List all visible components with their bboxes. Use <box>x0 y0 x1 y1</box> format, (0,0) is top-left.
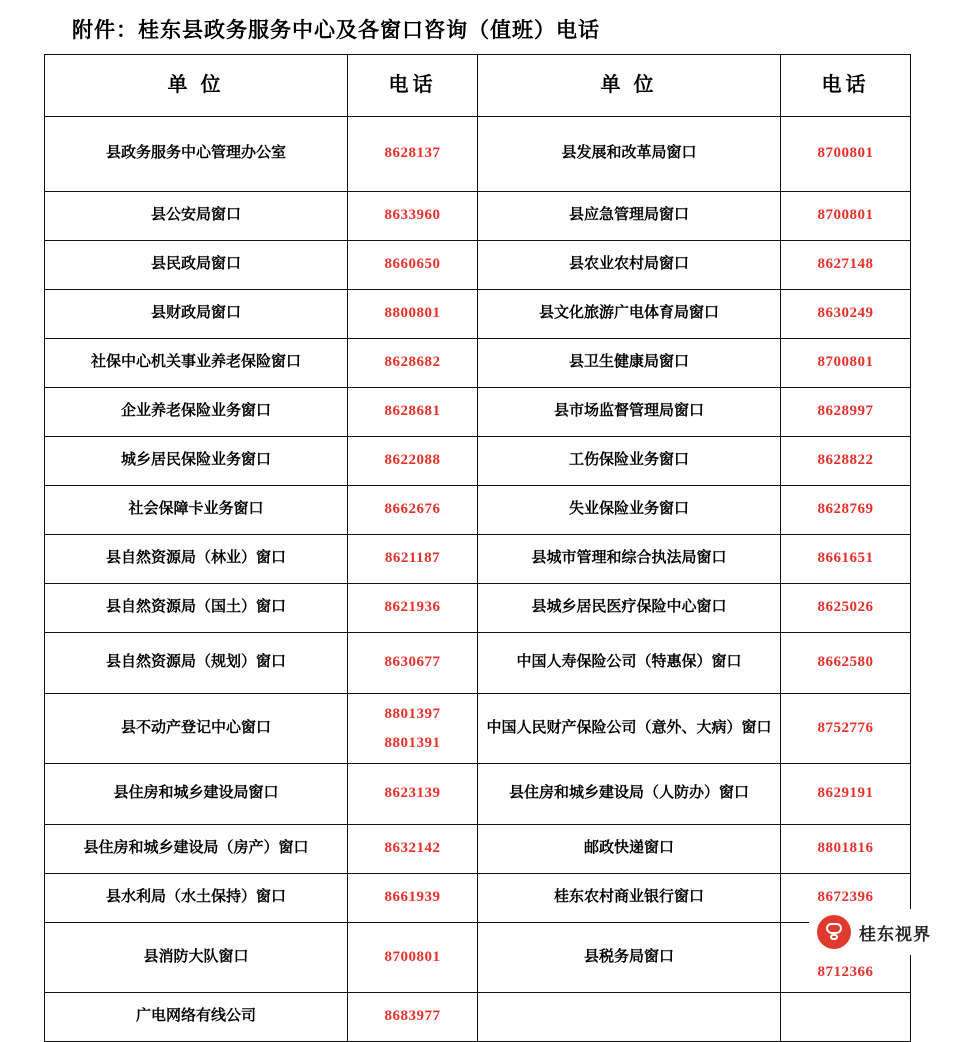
unit-cell: 县财政局窗口 <box>45 290 348 339</box>
unit-cell: 县住房和城乡建设局（房产）窗口 <box>45 825 348 874</box>
table-row <box>45 339 911 388</box>
unit-cell: 县住房和城乡建设局（人防办）窗口 <box>478 764 781 825</box>
unit-cell: 县应急管理局窗口 <box>478 192 781 241</box>
unit-cell: 中国人民财产保险公司（意外、大病）窗口 <box>478 694 781 764</box>
phone-cell: 8621187 <box>348 535 478 584</box>
page-title: 附件：桂东县政务服务中心及各窗口咨询（值班）电话 <box>72 18 600 42</box>
unit-cell: 桂东农村商业银行窗口 <box>478 874 781 923</box>
unit-cell: 县住房和城乡建设局窗口 <box>45 764 348 825</box>
table-row <box>45 535 911 584</box>
unit-cell: 失业保险业务窗口 <box>478 486 781 535</box>
unit-cell: 县自然资源局（国土）窗口 <box>45 584 348 633</box>
table-header-row <box>45 55 911 117</box>
phone-cell: 8627148 <box>781 241 911 290</box>
table-row <box>45 584 911 633</box>
column-header-tel-right: 电话 <box>781 55 911 117</box>
unit-cell: 县市场监督管理局窗口 <box>478 388 781 437</box>
phone-cell: 8628997 <box>781 388 911 437</box>
unit-cell: 广电网络有线公司 <box>45 993 348 1042</box>
phone-cell: 8628137 <box>348 117 478 192</box>
unit-cell: 县城乡居民医疗保险中心窗口 <box>478 584 781 633</box>
phone-cell: 8700801 <box>781 192 911 241</box>
unit-cell: 县城市管理和综合执法局窗口 <box>478 535 781 584</box>
table-row <box>45 117 911 192</box>
table-row <box>45 437 911 486</box>
table-row <box>45 388 911 437</box>
unit-cell: 县政务服务中心管理办公室 <box>45 117 348 192</box>
unit-cell: 社保中心机关事业养老保险窗口 <box>45 339 348 388</box>
phone-cell: 8661651 <box>781 535 911 584</box>
unit-cell: 县发展和改革局窗口 <box>478 117 781 192</box>
watermark-label: 桂东视界 <box>859 924 931 944</box>
phone-cell: 8712366 <box>781 923 911 993</box>
phone-cell <box>781 993 911 1042</box>
table-body <box>45 117 911 1042</box>
phone-cell: 8630249 <box>781 290 911 339</box>
phone-cell: 8801397 8801391 <box>348 694 478 764</box>
phone-cell: 8628769 <box>781 486 911 535</box>
unit-cell <box>478 993 781 1042</box>
unit-cell: 县文化旅游广电体育局窗口 <box>478 290 781 339</box>
phone-cell: 8630677 <box>348 633 478 694</box>
phone-table <box>44 54 911 1042</box>
phone-cell: 8700801 <box>781 339 911 388</box>
table-row <box>45 874 911 923</box>
phone-cell: 8660650 <box>348 241 478 290</box>
phone-cell: 8700801 <box>781 117 911 192</box>
column-header-tel-left: 电话 <box>348 55 478 117</box>
unit-cell: 县卫生健康局窗口 <box>478 339 781 388</box>
unit-cell: 县民政局窗口 <box>45 241 348 290</box>
phone-table-container <box>44 54 910 1042</box>
phone-cell: 8661939 <box>348 874 478 923</box>
table-row <box>45 694 911 764</box>
unit-cell: 县消防大队窗口 <box>45 923 348 993</box>
table-row <box>45 633 911 694</box>
unit-cell: 工伤保险业务窗口 <box>478 437 781 486</box>
column-header-unit-right: 单 位 <box>478 55 781 117</box>
phone-cell: 8672396 <box>781 874 911 923</box>
phone-cell: 8621936 <box>348 584 478 633</box>
phone-cell: 8623139 <box>348 764 478 825</box>
phone-cell: 8628681 <box>348 388 478 437</box>
table-row <box>45 825 911 874</box>
phone-cell: 8633960 <box>348 192 478 241</box>
phone-cell: 8801816 <box>781 825 911 874</box>
table-row <box>45 241 911 290</box>
unit-cell: 县不动产登记中心窗口 <box>45 694 348 764</box>
phone-cell: 8752776 <box>781 694 911 764</box>
unit-cell: 县水利局（水土保持）窗口 <box>45 874 348 923</box>
phone-cell: 8622088 <box>348 437 478 486</box>
unit-cell: 邮政快递窗口 <box>478 825 781 874</box>
unit-cell: 中国人寿保险公司（特惠保）窗口 <box>478 633 781 694</box>
phone-cell: 8683977 <box>348 993 478 1042</box>
phone-cell: 8632142 <box>348 825 478 874</box>
watermark <box>809 909 939 955</box>
wechat-account-icon <box>817 915 851 949</box>
table-row <box>45 192 911 241</box>
table-row <box>45 764 911 825</box>
table-row <box>45 290 911 339</box>
phone-cell: 8662580 <box>781 633 911 694</box>
phone-cell: 8800801 <box>348 290 478 339</box>
unit-cell: 企业养老保险业务窗口 <box>45 388 348 437</box>
phone-cell: 8628822 <box>781 437 911 486</box>
unit-cell: 城乡居民保险业务窗口 <box>45 437 348 486</box>
table-row <box>45 993 911 1042</box>
phone-cell: 8629191 <box>781 764 911 825</box>
table-row <box>45 923 911 993</box>
phone-cell: 8662676 <box>348 486 478 535</box>
unit-cell: 县自然资源局（林业）窗口 <box>45 535 348 584</box>
unit-cell: 县公安局窗口 <box>45 192 348 241</box>
table-row <box>45 486 911 535</box>
unit-cell: 县农业农村局窗口 <box>478 241 781 290</box>
unit-cell: 县税务局窗口 <box>478 923 781 993</box>
phone-cell: 8700801 <box>348 923 478 993</box>
unit-cell: 县自然资源局（规划）窗口 <box>45 633 348 694</box>
phone-cell: 8628682 <box>348 339 478 388</box>
column-header-unit-left: 单 位 <box>45 55 348 117</box>
phone-cell: 8625026 <box>781 584 911 633</box>
unit-cell: 社会保障卡业务窗口 <box>45 486 348 535</box>
